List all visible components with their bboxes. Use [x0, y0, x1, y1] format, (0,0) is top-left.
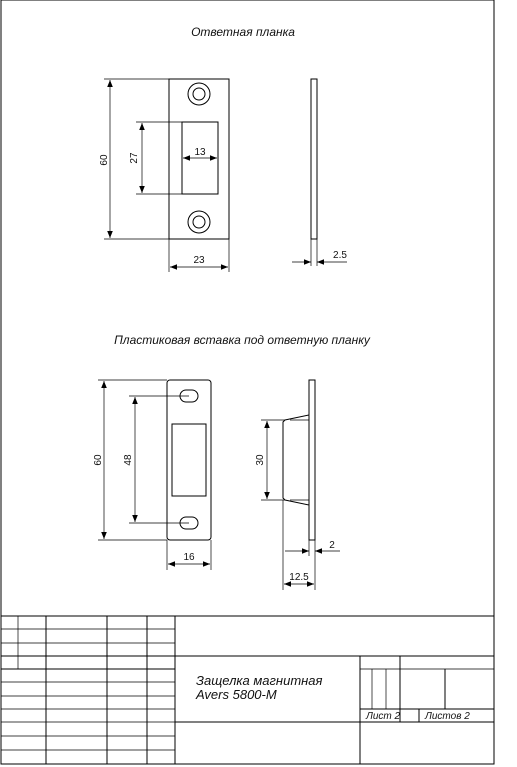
dim-pocket-30 [255, 420, 285, 500]
dim-insert-width-16 [167, 540, 211, 570]
strike-plate-front [169, 79, 229, 239]
dim-30-label: 30 [255, 454, 266, 466]
product-name-line1: Защелка магнитная [196, 673, 323, 688]
title-block [1, 616, 494, 764]
dim-width-23 [169, 239, 229, 272]
product-name-line2: Avers 5800-M [196, 687, 277, 702]
sheet-border [1, 0, 494, 764]
dim-thickness-2-5 [292, 239, 347, 266]
plastic-insert-side [283, 380, 315, 540]
dim-23-label: 23 [193, 255, 205, 266]
screw-hole-bottom [188, 211, 210, 233]
dim-2-label: 2 [329, 540, 335, 551]
sheets-total: Листов 2 [425, 711, 470, 722]
dim-hole-spacing-48 [123, 396, 189, 523]
dim-60-label: 60 [99, 154, 110, 166]
dim-48-label: 48 [123, 454, 134, 466]
dim-27-label: 27 [129, 152, 140, 164]
dim-2-5-label: 2.5 [333, 250, 347, 261]
dim-insert-60-label: 60 [93, 454, 104, 466]
dim-13-label: 13 [194, 147, 206, 158]
view2-title: Пластиковая вставка под ответную планку [114, 333, 370, 347]
insert-pocket [172, 424, 206, 496]
sheet-number: Лист 2 [366, 711, 401, 722]
dim-12-5-label: 12.5 [289, 572, 309, 583]
plastic-insert-front [167, 380, 211, 540]
screw-hole-top [188, 83, 210, 105]
dim-16-label: 16 [183, 552, 195, 563]
view1-title: Ответная планка [191, 25, 295, 39]
dim-slot-13 [183, 147, 217, 158]
strike-plate-side [311, 79, 317, 239]
dim-slot-27 [129, 122, 182, 194]
